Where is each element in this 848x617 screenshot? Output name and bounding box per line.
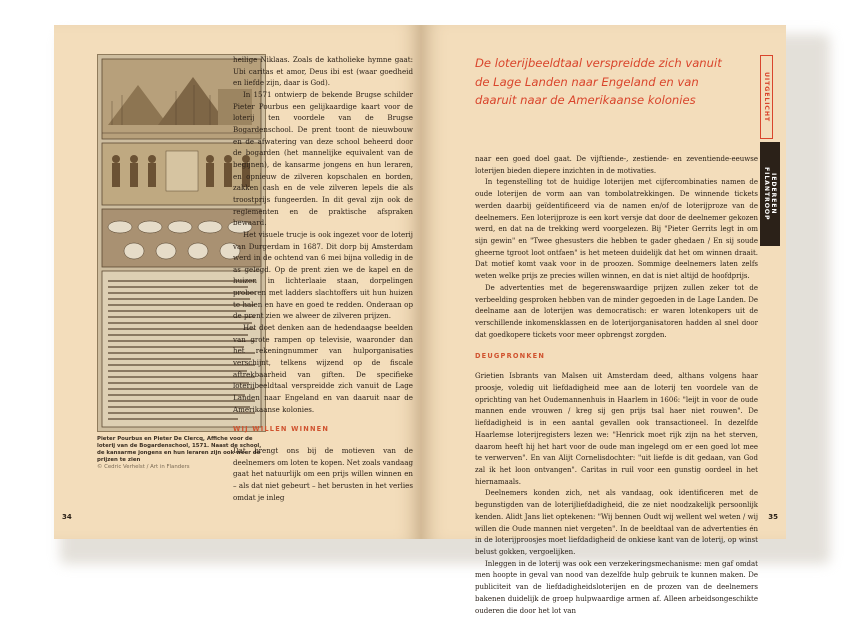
tab-uitgelicht: UITGELICHT — [760, 55, 773, 139]
right-page — [421, 25, 786, 615]
paragraph: Grietien Isbrants van Malsen uit Amsterdam deed, althans volgens haar proosje, voledig uit liefdadigheid mee aan de loterij ten voordele van de oprichting van het Oudemannenhuis in Haarlem in 1606: "leijt in voor de oude mannen ende vrouwen / kreg sij gen prijs tsal haer niet rouwen". De liefdadigheid is in een aantal gevallen ook transactioneel. In dezelfde Haarlemse loterijregisters lezen we: "Henrick moet rijk zijn na het sterven, daarom heeft hij het hart voor de oude man ingelegd om er een goed lot mee te verwerven". En van Alijt Cornelisdochter: "uit liefde is dit gedaan, van God zal ik het loon ontvangen". Caritas in ruil voor een gunstig oordeel in het hiernamaals. — [475, 372, 758, 486]
paragraph: Dat brengt ons bij de motieven van de deelnemers om loten te kopen. Net zoals vandaag gaat het natuurlijk om een prijs willen winnen en – als dat niet gebeurt – het berusten in het verlies omdat je inleg — [233, 446, 413, 502]
paragraph: naar een goed doel gaat. De vijftiende-, zestiende- en zeventiende-eeuwse loterijen bieden diepere inzichten in de motivaties. — [475, 155, 758, 175]
section-heading: DEUGPRONKEN — [475, 351, 546, 360]
page-number-right: 35 — [768, 513, 778, 521]
paragraph: In tegenstelling tot de huidige loterijen met cijfercombinaties namen de oude loterijen de vorm aan van tombolatrekkingen. De winnende tickets werden daarbij geïdentificeerd via de namen en/of de loterijproze van de deelnemers. Een loterijproze is een kort versje dat door de deelnemer gekozen werd, en dat na de trekking werd voorgelezen. Bij "Pieter Gerrits legt in om sijn gewin" en "Twee ghesusters die hebben te gader ghedaen / En sij soude gheerne tgroot loot ontfaen" is het meteen duidelijk dat het om winnen draait. Dat motief komt vaak voor in de proozen. Sommige deelnemers laten zelfs weten welke prijs ze precies willen winnen, en dat is niet altijd de hoofdprijs. — [475, 178, 758, 281]
caption-credit: © Cedric Verhelst / Art in Flanders — [97, 464, 190, 470]
section-heading: WIJ WILLEN WINNEN — [233, 425, 330, 434]
section-tabs — [760, 55, 780, 249]
paragraph: De advertenties met de begerenswaardige prijzen zullen zeker tot de verbeelding gesproken hebben van de minder gegoeden in de Lage Landen. De deelname aan de loterijen was democratisch: er waren lotenkopers uit de verschillende inkomensklassen en de loterijorganisatoren hadden al snel door dat goedkopere tickets voor meer opbrengst zorgden. — [475, 283, 758, 339]
paragraph: Het visuele trucje is ook ingezet voor de loterij van Durgerdam in 1687. Dit dorp bij Amsterdam werd in de ochtend van 6 mei bijna volledig in de as gelegd. Op de prent zien we de kapel en de huizen in lichterlaaie staan, dorpelingen proberen met ladders slachtoffers uit hun huizen te halen en have en goed te redden. Onderaan op de prent zien we alweer de zilveren prijzen. — [233, 229, 413, 321]
paragraph: heilige Niklaas. Zoals de katholieke hymne gaat: Ubi caritas et amor, Deus ibi est (waar goedheid en liefde zijn, daar is God). — [233, 55, 413, 88]
left-text-column — [233, 54, 413, 503]
left-page — [54, 25, 421, 539]
pull-quote: De loterijbeeldtaal verspreidde zich vanuit de Lage Landen naar Engeland en van daaruit naar de Amerikaanse kolonies — [475, 56, 722, 108]
page-number-left: 34 — [62, 513, 72, 521]
caption-title: Pieter Pourbus en Pieter De Clercq, Affiche voor de loterij van de Bogardenschool, 1571. Naast de school, de kansarme jongens en hun leraren zijn ook weer de prijzen te zien — [97, 436, 262, 463]
paragraph: Het doet denken aan de hedendaagse beelden van grote rampen op televisie, waaronder dan het rekeningnummer van hulporganisaties verschijnt, telkens wijzend op de fiscale aftrekbaarheid van giften. De specifieke loterijbeeldtaal verspreidde zich vanuit de Lage Landen naar Engeland en van daaruit naar de Amerikaanse kolonies. — [233, 323, 413, 414]
paragraph: Inleggen in de loterij was ook een verzekeringsmechanisme: men gaf omdat men hoopte in geval van nood van dezelfde hulp gebruik te kunnen maken. De publiciteit van de liefdadigheidsloterijen en de prozen van de deelnemers bakenen duidelijk de groep hulpwaardige armen af. Alleen arbeidsongeschikte ouderen die door het lot van — [475, 559, 758, 615]
tab-iedereen-filantroop: IEDEREEN FILANTROOP — [760, 142, 780, 246]
right-text-column — [475, 154, 758, 617]
paragraph: Deelnemers konden zich, net als vandaag, ook identificeren met de begunstigden van de loterijliefdadigheid, die ze niet noodzakelijk persoonlijk kenden. Alidt Jans liet optekenen: "Wij bennen Oudt wij wellent wel weten / wij willen die Oude mannen niet vergeten". In de beeldtaal van de advertenties én in de loterijproosjes moet liefdadigheid de onkiese kant van de loterij, op winst belust gokken, vergoelijken. — [475, 489, 758, 556]
paragraph: In 1571 ontwierp de bekende Brugse schilder Pieter Pourbus een gelijkaardige kaart voor de loterij ten voordele van de Brugse Bogardenschool. De prent toont de nieuwbouw en de afwatering van deze school beheerd door de bogarden (het mannelijke equivalent van de begijnen), de kansarme jongens en hun leraren, en opnieuw de zilveren kopschalen en borden, zakken cash en de vele zilveren lepels die als troostprijs fungeerden. In dit geval zijn ook de reglementen en de praktische afspraken bewaard. — [233, 89, 413, 228]
